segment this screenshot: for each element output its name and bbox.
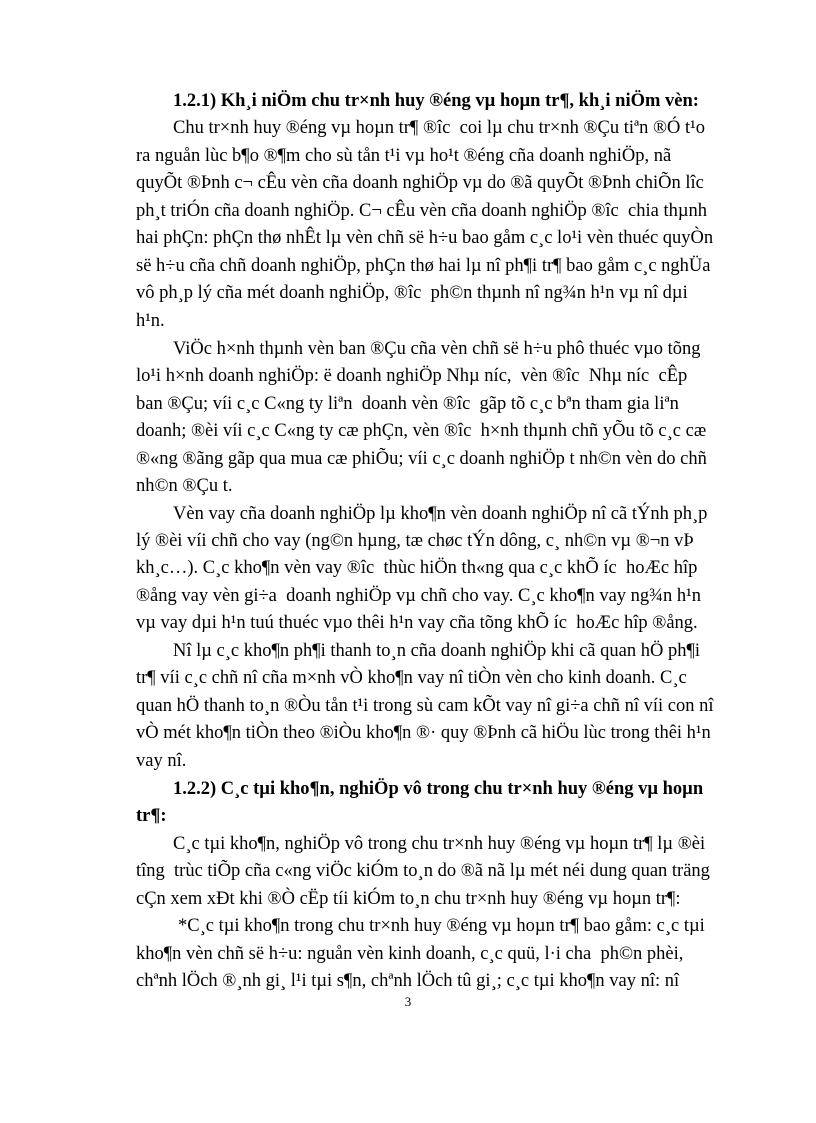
paragraph-line: lý ®èi víi chñ cho vay (ng©n hµng, tæ chøc tÝn dông, c¸ nh©n vµ ®¬n vÞ xyxy=(136,531,694,551)
paragraph-line: vÒ mét kho¶n tiÒn theo ®iÒu kho¶n ®· quy ®Þnh cã hiÖu lùc trong thêi h¹n xyxy=(136,723,711,744)
paragraph-line: ViÖc h×nh thµnh vèn ban ®Çu cña vèn chñ së h÷u phô thuéc vµo tõng xyxy=(173,338,701,359)
section-heading: tr¶: xyxy=(136,806,167,827)
paragraph-line: vay nî. xyxy=(136,750,187,771)
paragraph-line: vô ph¸p lý cña mét doanh nghiÖp, ®îc ph©n thµnh nî ng¾n h¹n vµ nî dµi xyxy=(136,283,688,304)
paragraph-line: Chu tr×nh huy ®éng vµ hoµn tr¶ ®îc coi lµ chu tr×nh ®Çu tiªn ®Ó t¹o xyxy=(173,118,705,139)
paragraph-line: ban ®Çu; víi c¸c C«ng ty liªn doanh vèn ®îc gãp tõ c¸c bªn tham gia liªn xyxy=(136,393,679,414)
paragraph-line: ph¸t triÓn cña doanh nghiÖp. C¬ cÊu vèn cña doanh nghiÖp ®îc chia thµnh xyxy=(136,200,708,221)
paragraph-line: chªnh lÖch ®¸nh gi¸ l¹i tµi s¶n, chªnh lÖch tû gi¸; c¸c tµi kho¶n vay nî: nî xyxy=(136,971,680,991)
paragraph-line: kh¸c…). C¸c kho¶n vèn vay ®îc thùc hiÖn th«ng qua c¸c khÕ íc hoÆc hîp xyxy=(136,558,698,579)
section-heading: 1.2.2) C¸c tµi kho¶n, nghiÖp vô trong chu tr×nh huy ®éng vµ hoµn xyxy=(173,778,704,799)
paragraph-line: vµ vay dµi h¹n tuú thuéc vµo thêi h¹n vay cña tõng khÕ íc hoÆc hîp ®ång. xyxy=(136,613,698,634)
paragraph-line: tîng trùc tiÕp cña c«ng viÖc kiÓm to¸n do ®ã nã lµ mét néi dung quan träng xyxy=(136,861,710,882)
paragraph-line: quyÕt ®Þnh c¬ cÊu vèn cña doanh nghiÖp vµ do ®ã quyÕt ®Þnh chiÕn lîc xyxy=(136,173,704,194)
section-heading: 1.2.1) Kh¸i niÖm chu tr×nh huy ®éng vµ hoµn tr¶, kh¸i niÖm vèn: xyxy=(173,91,699,111)
paragraph-line: quan hÖ thanh to¸n ®Òu tån t¹i trong sù cam kÕt vay nî gi÷a chñ nî víi con nî xyxy=(136,695,714,716)
paragraph-line: Vèn vay cña doanh nghiÖp lµ kho¶n vèn doanh nghiÖp nî cã tÝnh ph¸p xyxy=(173,503,708,524)
paragraph-line: lo¹i h×nh doanh nghiÖp: ë doanh nghiÖp Nhµ níc, vèn ®îc Nhµ níc cÊp xyxy=(136,366,688,387)
paragraph-line: doanh; ®èi víi c¸c C«ng ty cæ phÇn, vèn ®îc h×nh thµnh chñ yÕu tõ c¸c cæ xyxy=(136,421,707,442)
paragraph-line: hai phÇn: phÇn thø nhÊt lµ vèn chñ së h÷u bao gåm c¸c lo¹i vèn thuéc quyÒn xyxy=(136,228,714,249)
paragraph-line: ra nguån lùc b¶o ®¶m cho sù tån t¹i vµ ho¹t ®éng cña doanh nghiÖp, nã xyxy=(136,145,672,166)
paragraph-line: së h÷u cña chñ doanh nghiÖp, phÇn thø hai lµ nî ph¶i tr¶ bao gåm c¸c nghÜa xyxy=(136,255,711,276)
paragraph-line: Nî lµ c¸c kho¶n ph¶i thanh to¸n cña doanh nghiÖp khi cã quan hÖ ph¶i xyxy=(173,640,700,661)
paragraph-line: h¹n. xyxy=(136,310,165,331)
paragraph-line: kho¶n vèn chñ së h÷u: nguån vèn kinh doanh, c¸c quü, l·i cha ph©n phèi, xyxy=(136,943,684,964)
paragraph-line: *C¸c tµi kho¶n trong chu tr×nh huy ®éng vµ hoµn tr¶ bao gåm: c¸c tµi xyxy=(178,916,705,937)
paragraph-line: C¸c tµi kho¶n, nghiÖp vô trong chu tr×nh huy ®éng vµ hoµn tr¶ lµ ®èi xyxy=(173,833,706,854)
paragraph-line: ®ång vay vèn gi÷a doanh nghiÖp vµ chñ cho vay. C¸c kho¶n vay ng¾n h¹n xyxy=(136,585,701,606)
paragraph-line: tr¶ víi c¸c chñ nî cña m×nh vÒ kho¶n vay nî tiÒn vèn cho kinh doanh. C¸c xyxy=(136,668,687,689)
paragraph-line: ®«ng ®ãng gãp qua mua cæ phiÕu; víi c¸c doanh nghiÖp t nh©n vèn do chñ xyxy=(136,448,707,469)
paragraph-line: nh©n ®Çu t. xyxy=(136,476,233,497)
page-number: 3 xyxy=(404,994,412,1009)
paragraph-line: cÇn xem xÐt khi ®Ò cËp tíi kiÓm to¸n chu tr×nh huy ®éng vµ hoµn tr¶: xyxy=(136,888,681,909)
